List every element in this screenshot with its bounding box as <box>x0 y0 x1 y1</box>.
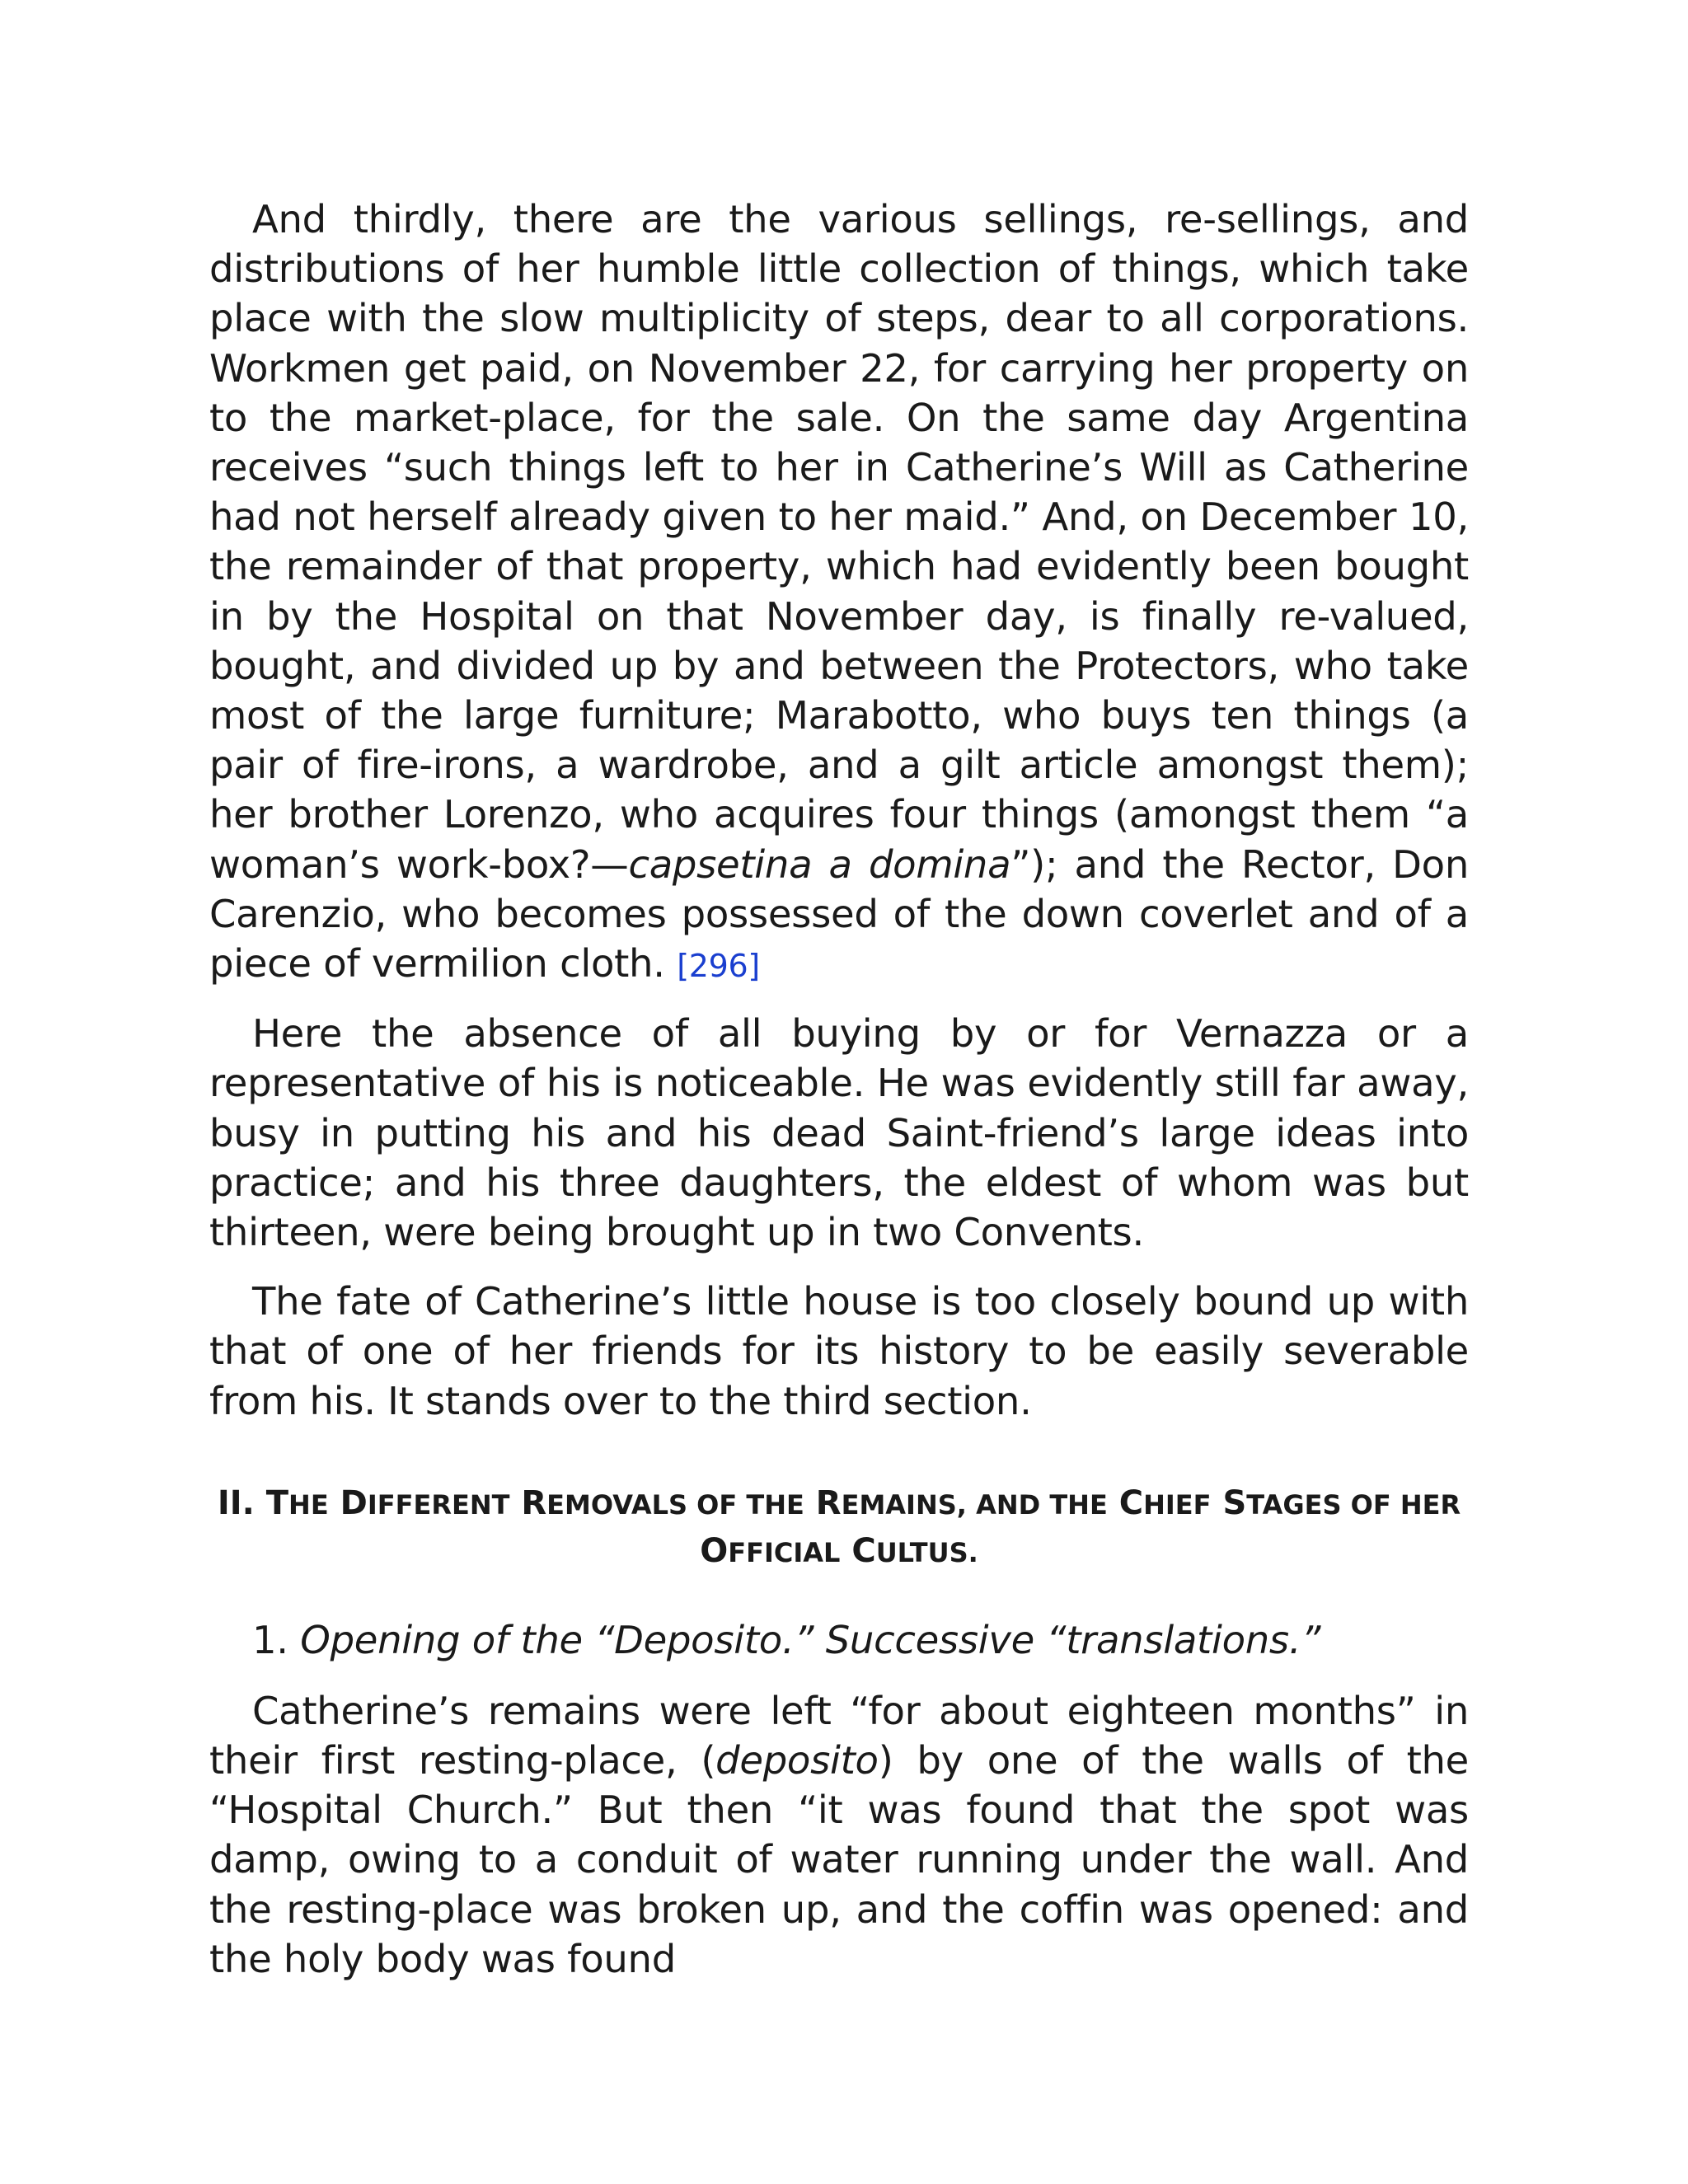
section-heading <box>209 1480 1469 1576</box>
paragraph-sellings <box>209 194 1469 991</box>
heading-cap-5: C <box>1118 1483 1144 1522</box>
heading-rest-4: EMAINS, AND THE <box>841 1488 1108 1521</box>
heading-cap-8: C <box>851 1531 876 1570</box>
heading-rest-1: HE <box>288 1488 329 1521</box>
heading-cap-4: R <box>815 1483 842 1522</box>
heading-rest-7: FFICIAL <box>728 1536 841 1568</box>
subheading-title: Opening of the “Deposito.” Successive “translations.” <box>300 1617 1321 1662</box>
heading-rest-3: EMOVALS OF THE <box>546 1488 804 1521</box>
heading-rest-5: HIEF <box>1143 1488 1212 1521</box>
heading-rest-8: ULTUS. <box>875 1536 978 1568</box>
heading-cap-7: O <box>700 1531 729 1570</box>
section-heading-numeral: II. <box>217 1483 255 1522</box>
paragraph-sellings-text-a: And thirdly, there are the various sellings, re-sellings, and distributions of her humble little collection of things, which take place with the slow multiplicity of steps, dear to all corporations. Workmen get paid, on November 22, for carrying her property on to the market-place, for the sale. On the same day Argentina receives “such things left to her in Catherine’s Will as Catherine had not herself already given to her maid.” And, on December 10, the remainder of that property, which had evidently been bought in by the Hospital on that November day, is finally re-valued, bought, and divided up by and between the Protectors, who take most of the large furniture; Marabotto, who buys ten things (a pair of fire-irons, a wardrobe, and a gilt article amongst them); her brother Lorenzo, who acquires four things (amongst them “a woman’s work-box?— <box>209 197 1469 887</box>
page-body <box>209 194 1469 1984</box>
paragraph-vernazza: Here the absence of all buying by or for Vernazza or a representative of his is noticeable. He was evidently still far away, busy in putting his and his dead Saint-friend’s large ideas into practice; and his three daughters, the eldest of whom was but thirteen, were being brought up in two Convents. <box>209 1011 1469 1255</box>
paragraph-remains-italic: deposito <box>715 1738 879 1783</box>
subheading <box>209 1615 1469 1665</box>
heading-rest-2: IFFERENT <box>367 1488 510 1521</box>
paragraph-house: The fate of Catherine’s little house is too closely bound up with that of one of her friends for its history to be easily severable from his. It stands over to the third section. <box>209 1279 1469 1423</box>
paragraph-remains <box>209 1686 1469 1984</box>
subheading-number: 1. <box>252 1617 288 1662</box>
heading-rest-6: TAGES OF HER <box>1246 1488 1461 1521</box>
paragraph-remains-text-b: ) by one of the walls of the “Hospital Church.” But then “it was found that the spot was damp, owing to a conduit of water running under the wall. And the resting-place was broken up, and the coffin was opened: and the holy body was found <box>209 1738 1469 1981</box>
heading-cap-2: D <box>340 1483 368 1522</box>
footnote-link-296[interactable]: [296] <box>677 948 760 985</box>
heading-cap-3: R <box>521 1483 547 1522</box>
paragraph-sellings-text-b: ”); and the Rector, Don Carenzio, who becomes possessed of the down coverlet and of a piece of vermilion cloth. <box>209 841 1469 987</box>
paragraph-remains-text-a: Catherine’s remains were left “for about eighteen months” in their first resting-place, ( <box>209 1688 1469 1783</box>
heading-cap-1: T <box>265 1483 289 1522</box>
heading-cap-6: S <box>1222 1483 1247 1522</box>
paragraph-sellings-italic: capsetina a domina <box>628 841 1011 887</box>
